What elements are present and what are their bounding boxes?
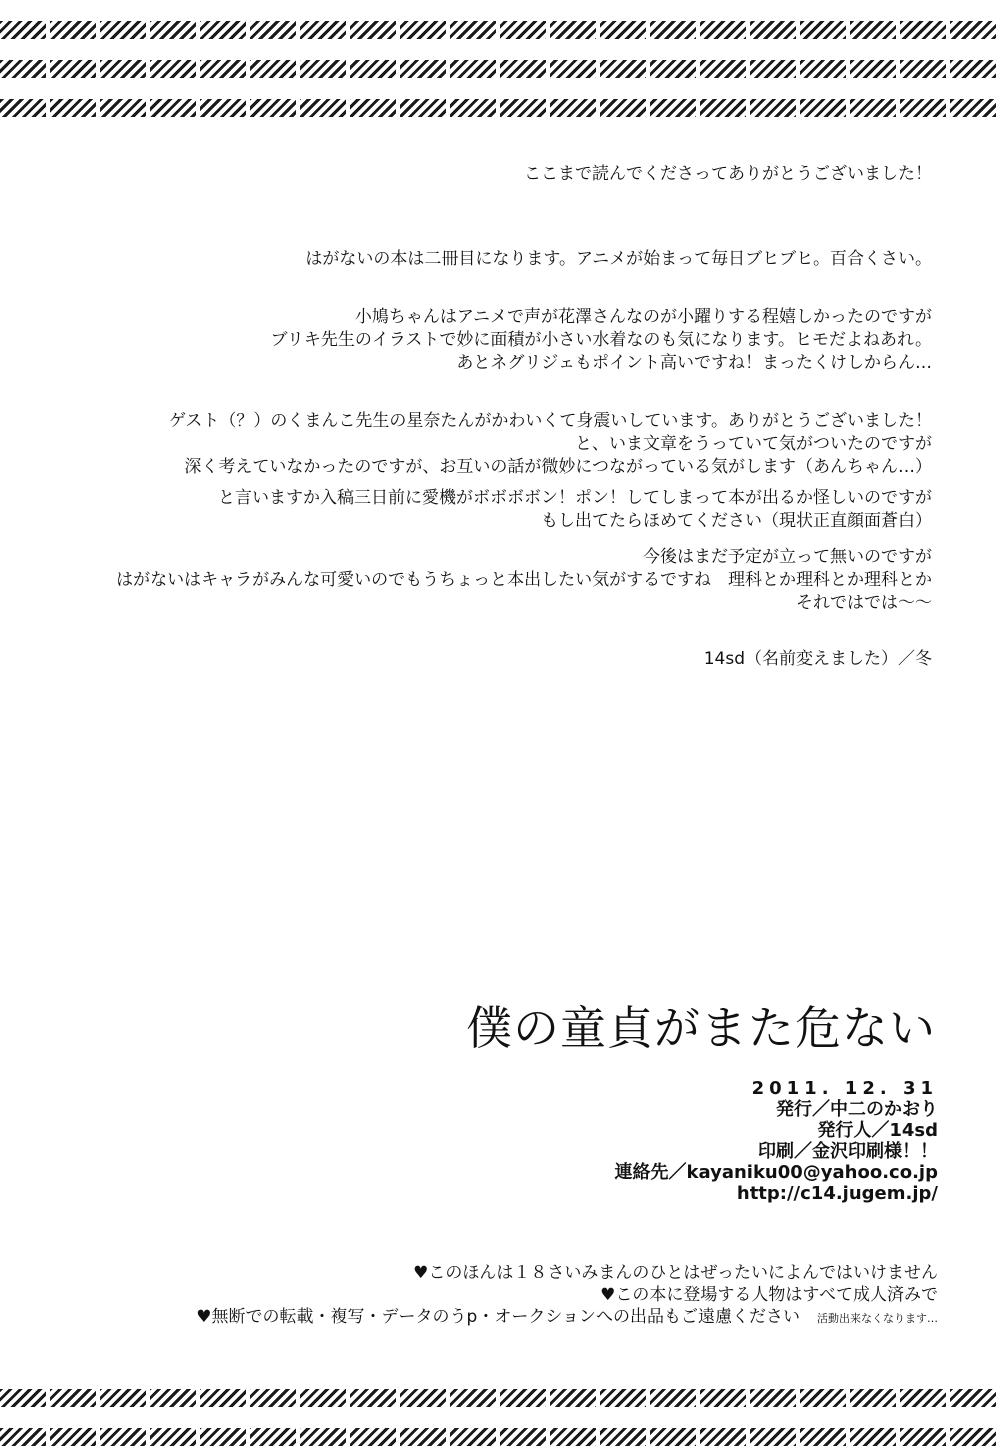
heart-icon: ♥: [413, 1263, 429, 1283]
notice-copy: [196, 1306, 938, 1330]
notice-text: このほんは１８さいみまんのひとはぜったいによんではいけません: [428, 1263, 938, 1283]
notice-text: 無断での転載・複写・データのうp・オークションへの出品もご遠慮ください: [211, 1307, 800, 1327]
afterword-line: ブリキ先生のイラストで妙に面積が小さい水着なのも気になります。ヒモだよねあれ。: [270, 330, 932, 350]
publisher: 発行／中二のかおり: [776, 1099, 938, 1120]
notice-adults: [196, 1284, 938, 1306]
heart-icon: ♥: [196, 1307, 212, 1327]
afterword-line: と、いま文章をうっていて気がついたのですが: [575, 434, 932, 454]
heart-icon: ♥: [600, 1285, 616, 1305]
notice-age: [196, 1262, 938, 1284]
afterword-paragraph-2: [271, 306, 932, 375]
website-url: http://c14.jugem.jp/: [736, 1183, 938, 1204]
notices: [196, 1262, 938, 1330]
afterword-line: それではでは〜〜: [796, 593, 932, 613]
afterword-line: はがないはキャラがみんな可愛いのでもうちょっと本出したい気がするですね 理科とか理科とか理科とか: [116, 570, 932, 590]
top-decorative-border: [0, 0, 1000, 118]
publication-date: 2011. 12. 31: [751, 1078, 938, 1099]
afterword-line: 深く考えていなかったのですが、お互いの話が微妙につながっている気がします（あんちゃん…）: [184, 457, 932, 477]
afterword-line: もし出てたらほめてください（現状正直顔面蒼白）: [541, 511, 932, 531]
colophon: [615, 1078, 938, 1204]
afterword-line: あとネグリジェもポイント高いですね！まったくけしからん…: [456, 353, 932, 373]
afterword-signature: [704, 648, 932, 671]
afterword-paragraph-5: [116, 546, 932, 615]
notice-text: この本に登場する人物はすべて成人済みで: [615, 1285, 938, 1305]
book-title: 僕の童貞がまた危ない: [466, 1001, 936, 1055]
afterword-line: 今後はまだ予定が立って無いのですが: [643, 547, 932, 567]
afterword-line: ここまで読んでくださってありがとうございました！: [524, 164, 932, 184]
afterword-line: 小鳩ちゃんはアニメで声が花澤さんなのが小躍りする程嬉しかったのですが: [354, 307, 932, 327]
printer: 印刷／金沢印刷様！！: [758, 1141, 938, 1162]
afterword-line: はがないの本は二冊目になります。アニメが始まって毎日ブヒブヒ。百合くさい。: [305, 249, 932, 269]
afterword-paragraph-1: [305, 248, 932, 271]
afterword-thanks: [524, 163, 932, 186]
afterword-line: ゲスト（？）のくまんこ先生の星奈たんがかわいくて身震いしています。ありがとうございました！: [169, 411, 932, 431]
afterword-line: と言いますか入稿三日前に愛機がボボボボン！ポン！してしまって本が出るか怪しいのですが: [218, 488, 932, 508]
signature-line: 14sd（名前変えました）／冬: [703, 649, 932, 669]
issuer: 発行人／14sd: [817, 1120, 938, 1141]
notice-small-note: 活動出来なくなります…: [817, 1312, 938, 1325]
afterword-paragraph-4: [218, 487, 932, 533]
bottom-decorative-border: [0, 1368, 1000, 1452]
afterword-paragraph-3: [169, 410, 932, 479]
contact-email: 連絡先／kayaniku00@yahoo.co.jp: [614, 1162, 938, 1183]
